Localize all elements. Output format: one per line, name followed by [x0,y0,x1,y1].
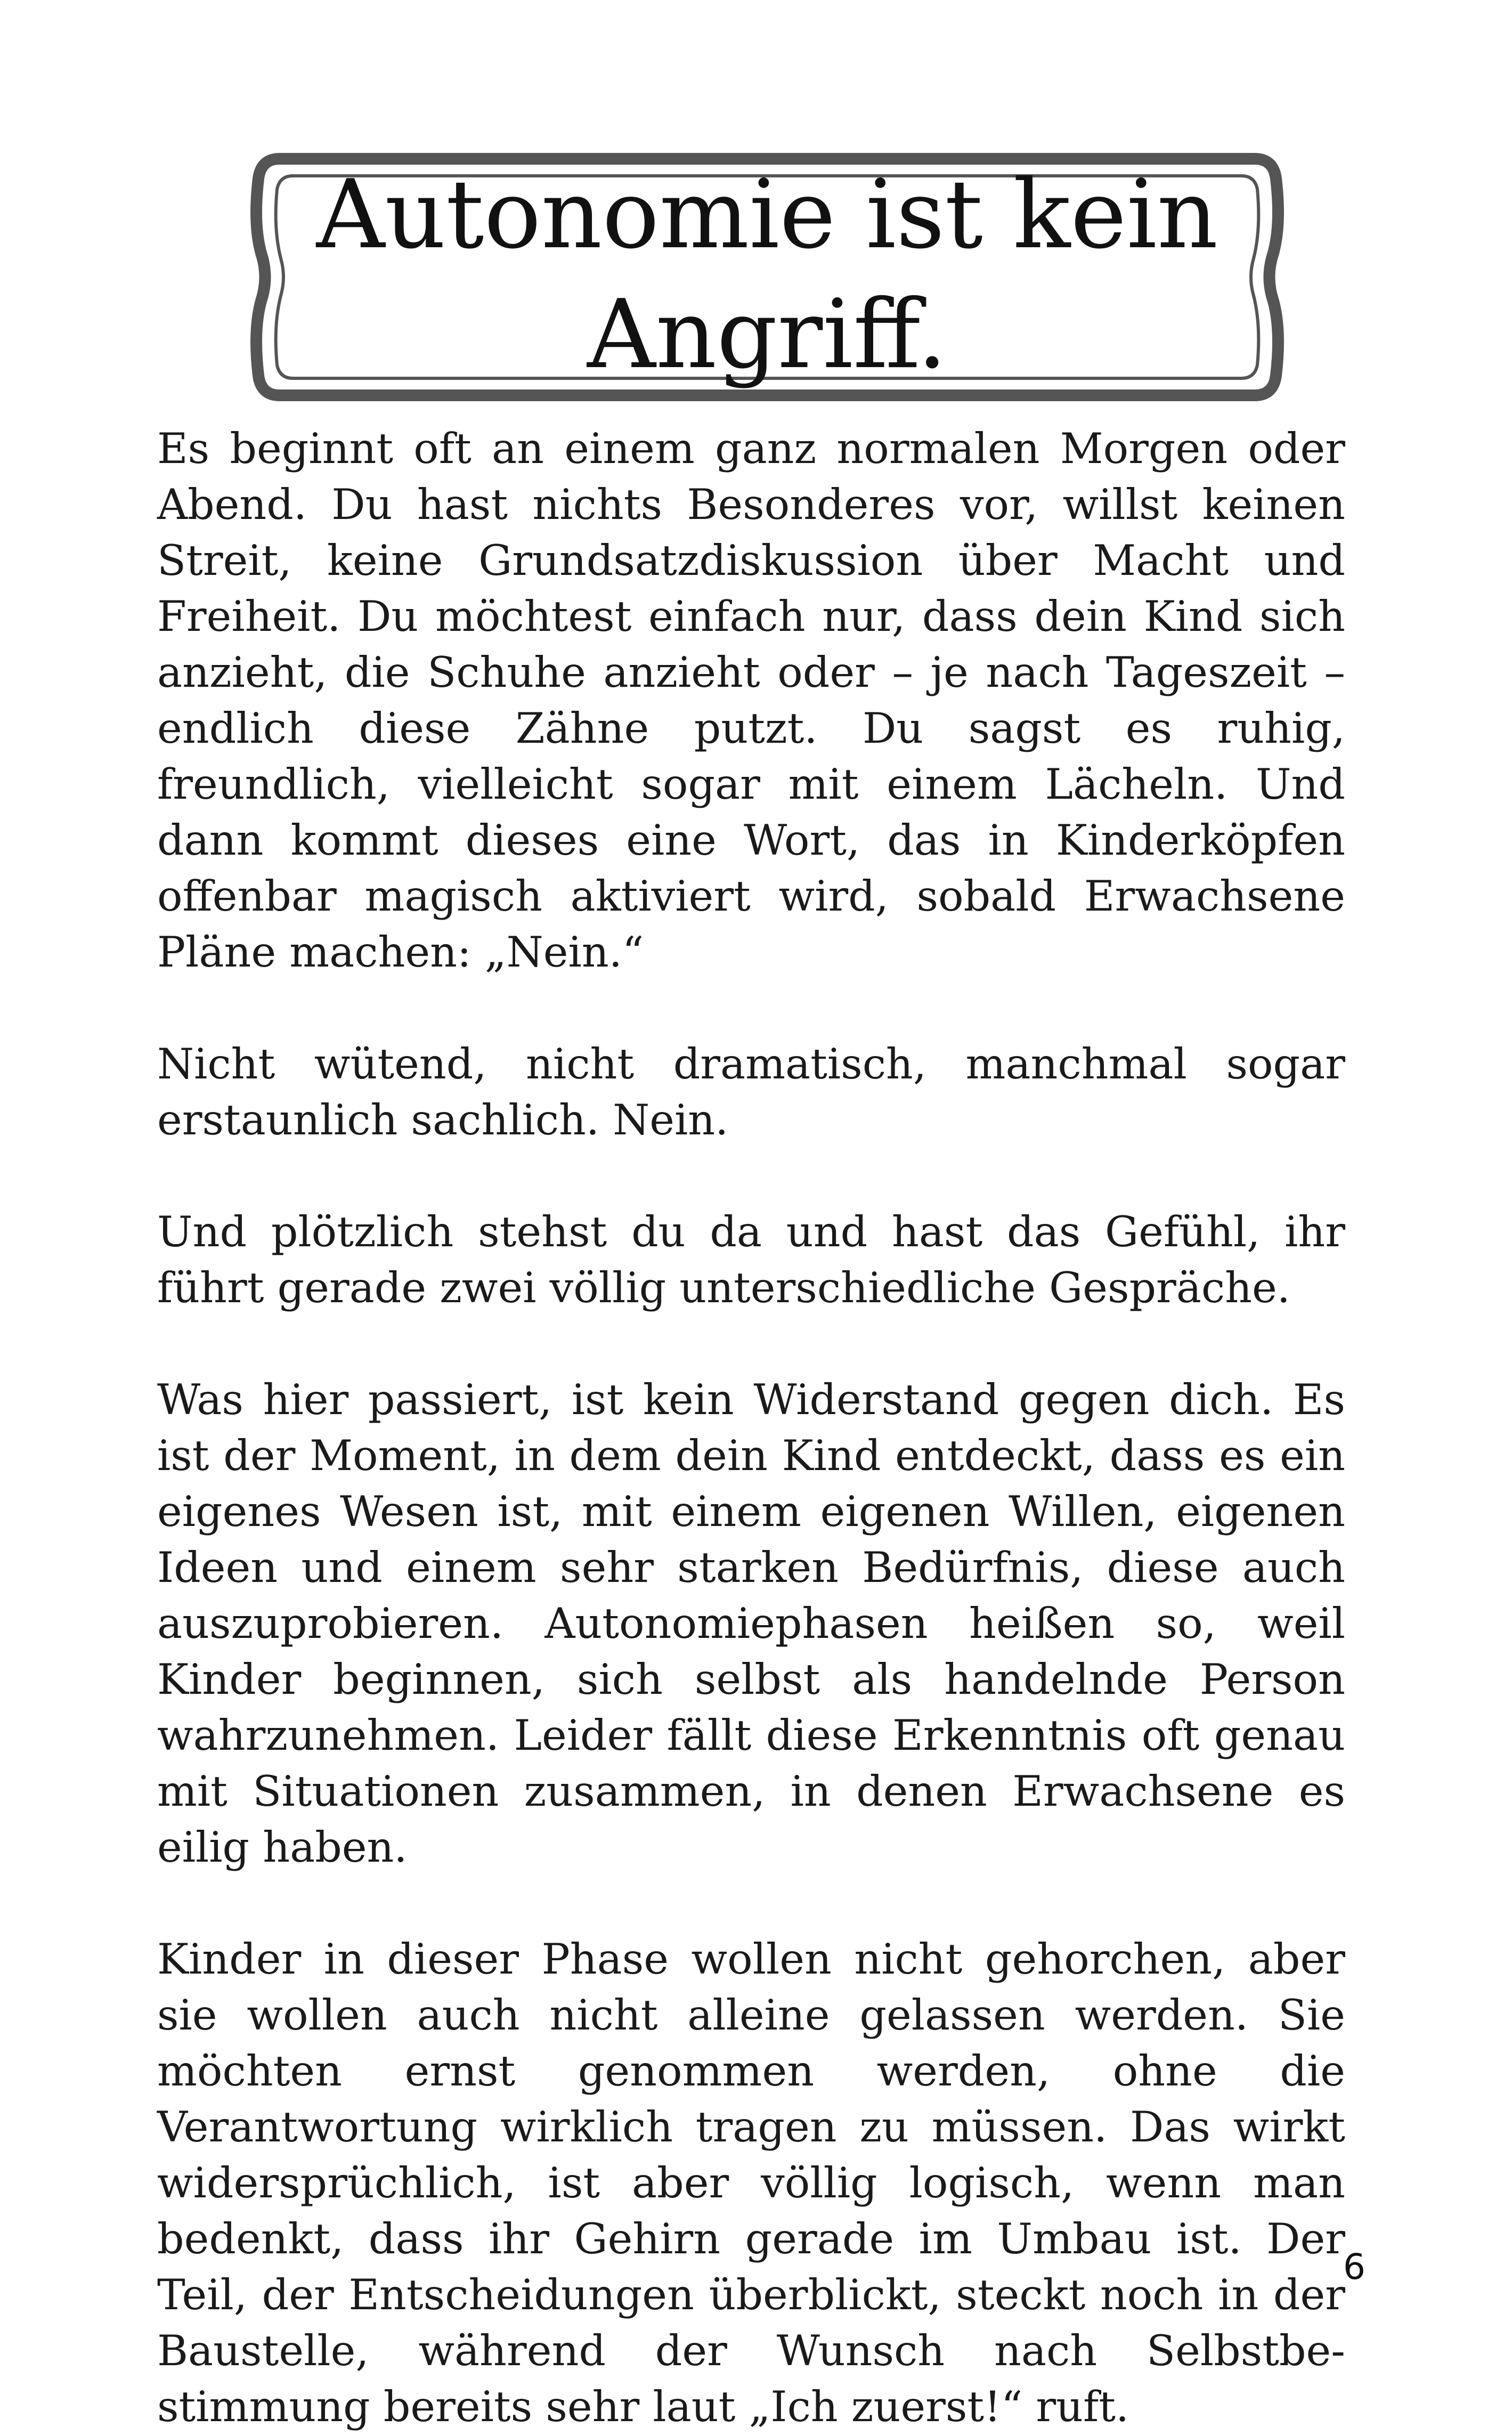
chapter-title [242,155,1292,394]
title-frame [242,149,1292,405]
paragraph-2: Nicht wütend, nicht dramatisch, manchmal sogar erstaunlich sachlich. Nein. [157,1040,1345,1145]
chapter-title-line-2: Angriff. [587,279,947,389]
paragraph-4: Was hier passiert, ist kein Widerstand gegen dich. Es ist der Moment, in dem dein Kind entdeckt, dass es ein eigenes Wesen ist, mit einem eigenen Willen, eigenen Ideen und einem sehr starken Bedürfnis, diese auch auszuprobieren. Autonomiephasen heißen so, weil Kinder beginnen, sich selbst als handelnde Person wahrzunehmen. Leider fällt diese Erkenntnis oft genau mit Situationen zusammen, in denen Erwachsene es eilig haben. [157,1375,1345,1872]
chapter-title-line-1: Autonomie ist kein [316,159,1218,270]
page-number: 6 [1343,2246,1365,2287]
paragraph-5: Kinder in dieser Phase wollen nicht gehorchen, aber sie wollen auch nicht alleine gelassen werden. Sie möchten ernst genommen werden, ohne die Verantwortung wirklich tragen zu müssen. Das wirkt widersprüchlich, ist aber völlig logisch, wenn man bedenkt, dass ihr Gehirn gerade im Umbau ist. Der Teil, der Entscheidungen überblickt, steckt noch in der Baustelle, während der Wunsch nach Selbstbestimmung bereits sehr laut „Ich zuerst!“ ruft. [157,1935,1345,2431]
paragraph-3: Und plötzlich stehst du da und hast das Gefühl, ihr führt gerade zwei völlig unterschiedliche Gespräche. [157,1207,1345,1312]
body-text [157,421,1345,2435]
paragraph-1: Es beginnt oft an einem ganz normalen Morgen oder Abend. Du hast nichts Besonderes vor, willst keinen Streit, keine Grundsatzdiskussion über Macht und Freiheit. Du möchtest einfach nur, dass dein Kind sich anzieht, die Schuhe anzieht oder – je nach Tageszeit – endlich diese Zähne putzt. Du sagst es ruhig, freundlich, vielleicht sogar mit einem Lächeln. Und dann kommt dieses eine Wort, das in Kinderköpfen offenbar magisch aktiviert wird, sobald Erwachsene Pläne machen: „Nein.“ [157,424,1345,977]
